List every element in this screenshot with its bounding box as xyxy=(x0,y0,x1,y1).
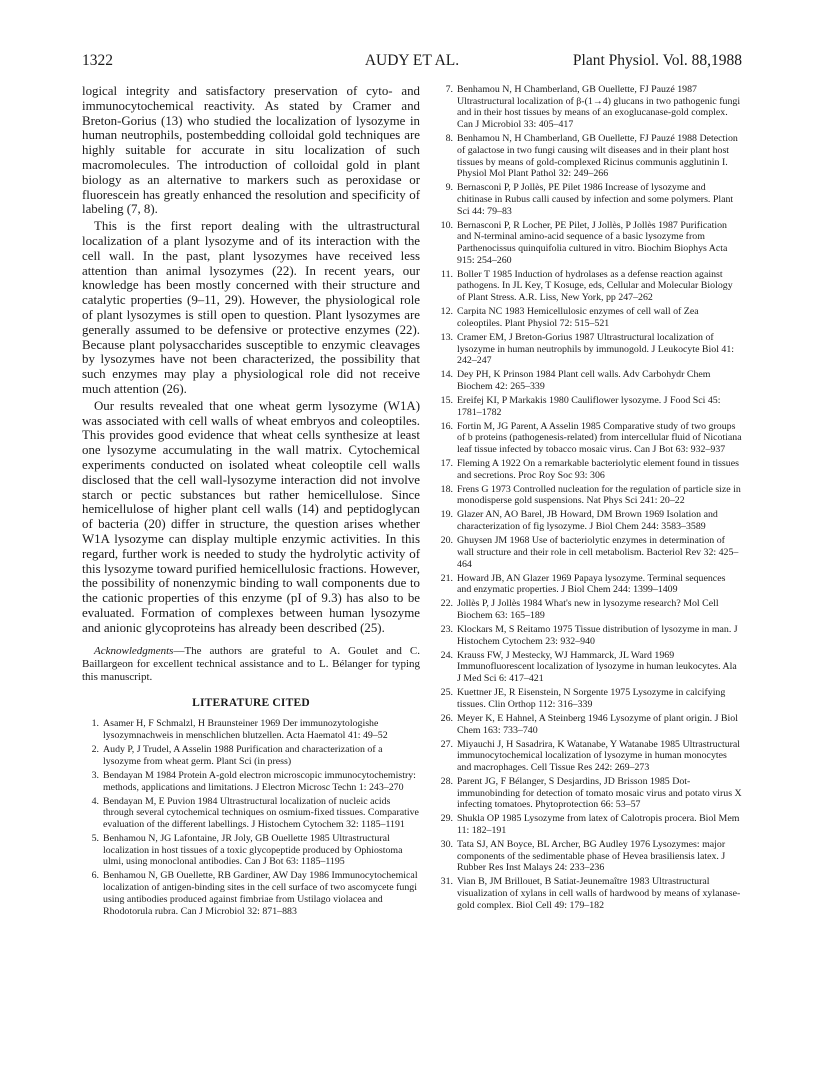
reference-number: 12. xyxy=(440,306,453,318)
reference-number: 13. xyxy=(440,331,453,343)
reference-number: 27. xyxy=(440,738,453,750)
page-number: 1322 xyxy=(82,52,113,69)
acknowledgments xyxy=(82,645,420,684)
reference-item xyxy=(436,509,742,532)
reference-number: 19. xyxy=(440,509,453,521)
reference-number: 6. xyxy=(91,870,99,882)
acknowledgments-text: —The authors are grateful to A. Goulet and C. Baillargeon for excellent technical assistance and to L. Bélanger for typing this manuscript. xyxy=(82,645,420,684)
reference-list-right xyxy=(436,84,742,912)
reference-text: Bendayan M, E Puvion 1984 Ultrastructural localization of nucleic acids through several cytochemical techniques on osmium-fixed tissues. Comparative evaluation of the different labellings. J Histochem Cytochem 32: 1185–1191 xyxy=(103,795,419,830)
reference-item xyxy=(82,870,420,917)
reference-item xyxy=(436,484,742,507)
journal-citation: Plant Physiol. Vol. 88,1988 xyxy=(572,52,742,69)
reference-text: Cramer EM, J Breton-Gorius 1987 Ultrastructural localization of lysozyme in human neutrophils by immunogold. J Leukocyte Biol 41: 242–247 xyxy=(457,331,735,367)
reference-number: 24. xyxy=(440,649,453,661)
reference-text: Dey PH, K Prinson 1984 Plant cell walls. Adv Carbohydr Chem Biochem 42: 265–339 xyxy=(457,369,711,392)
reference-item xyxy=(82,770,420,793)
reference-text: Asamer H, F Schmalzl, H Braunsteiner 1969 Der immunozytologishe lysozymnachweis in menschlichen blutzellen. Acta Haematol 41: 49–52 xyxy=(103,718,388,742)
reference-number: 22. xyxy=(440,598,453,610)
reference-number: 7. xyxy=(445,84,453,95)
right-column xyxy=(436,84,742,914)
reference-text: Ghuysen JM 1968 Use of bacteriolytic enzymes in determination of wall structure and their role in cell metabolism. Bacteriol Rev 32: 425–464 xyxy=(457,535,739,570)
reference-text: Klockars M, S Reitamo 1975 Tissue distribution of lysozyme in man. J Histochem Cytochem 23: 932–940 xyxy=(457,623,738,647)
reference-text: Kuettner JE, R Eisenstein, N Sorgente 1975 Lysozyme in calcifying tissues. Clin Orthop 112: 316–339 xyxy=(457,687,726,710)
reference-item xyxy=(436,713,742,736)
reference-text: Howard JB, AN Glazer 1969 Papaya lysozyme. Terminal sequences and enzymatic properties. J Biol Chem 244: 1399–1409 xyxy=(457,572,726,596)
reference-number: 11. xyxy=(441,268,453,280)
reference-text: Ereifej KI, P Markakis 1980 Cauliflower lysozyme. J Food Sci 45: 1781–1782 xyxy=(457,394,721,418)
reference-text: Glazer AN, AO Barel, JB Howard, DM Brown 1969 Isolation and characterization of fig lysozyme. J Biol Chem 244: 3583–3589 xyxy=(457,509,718,533)
reference-number: 14. xyxy=(440,369,453,381)
reference-item xyxy=(436,421,742,456)
reference-item xyxy=(436,395,742,418)
reference-text: Fortin M, JG Parent, A Asselin 1985 Comparative study of two groups of b proteins (pathogenesis-related) from intercellular fluid of Nicotiana leaf tissue infected by tobacco mosaic virus. Can J Bot 63: 932–937 xyxy=(457,420,742,456)
reference-text: Boller T 1985 Induction of hydrolases as a defense reaction against pathogens. In JL Key, T Kosuge, eds, Cellular and Molecular Biology of Plant Stress. A.R. Liss, New York, pp 247–262 xyxy=(457,268,733,304)
reference-text: Benhamou N, JG Lafontaine, JR Joly, GB Ouellette 1985 Ultrastructural localization in host tissues of a toxic glycopeptide produced by Ophiostoma ulmi, using monoclonal antibodies. Can J Bot 63: 1185–1195 xyxy=(103,833,403,868)
reference-list-left xyxy=(82,718,420,917)
reference-text: Benhamou N, H Chamberland, GB Ouellette, FJ Pauzé 1987 Ultrastructural localization of β-(1→4) glucans in two pathogenic fungi and in their host tissues by means of an exoglucanase-gold complex. Can J Microbiol 33: 405–417 xyxy=(457,84,741,131)
reference-text: Audy P, J Trudel, A Asselin 1988 Purification and characterization of a lysozyme from wheat germ. Plant Sci (in press) xyxy=(103,744,383,767)
reference-text: Parent JG, F Bélanger, S Desjardins, JD Brisson 1985 Dot-immunobinding for detection of tomato mosaic virus and potato virus X infecting tomatoes. Phytoprotection 66: 53–57 xyxy=(457,775,742,811)
reference-item xyxy=(436,535,742,570)
reference-number: 26. xyxy=(440,712,453,724)
reference-number: 29. xyxy=(440,813,453,825)
reference-number: 30. xyxy=(440,839,453,851)
reference-item xyxy=(82,796,420,831)
reference-item xyxy=(436,84,742,131)
reference-number: 15. xyxy=(440,394,453,406)
reference-text: Meyer K, E Hahnel, A Steinberg 1946 Lysozyme of plant origin. J Biol Chem 163: 733–740 xyxy=(457,712,738,736)
reference-text: Tata SJ, AN Boyce, BL Archer, BG Audley 1976 Lysozymes: major components of the sedimentable phase of Hevea brasiliensis latex. J Rubber Res Inst Malays 24: 233–236 xyxy=(457,839,726,874)
reference-text: Bernasconi P, P Jollès, PE Pilet 1986 Increase of lysozyme and chitinase in Rubus calli caused by infection and some polymers. Plant Sci 44: 79–83 xyxy=(457,182,734,217)
reference-number: 3. xyxy=(91,769,99,781)
literature-cited-heading: LITERATURE CITED xyxy=(192,697,310,710)
reference-item xyxy=(436,624,742,647)
reference-text: Shukla OP 1985 Lysozyme from latex of Calotropis procera. Biol Mem 11: 182–191 xyxy=(457,813,740,837)
reference-item xyxy=(436,650,742,685)
reference-number: 18. xyxy=(440,483,453,495)
reference-item xyxy=(436,739,742,774)
reference-item xyxy=(436,813,742,836)
reference-number: 28. xyxy=(440,775,453,787)
reference-text: Fleming A 1922 On a remarkable bacteriolytic element found in tissues and secretions. Proc Roy Soc 93: 306 xyxy=(457,458,739,481)
reference-item xyxy=(436,182,742,217)
reference-item xyxy=(436,369,742,392)
reference-item xyxy=(436,220,742,267)
reference-text: Benhamou N, GB Ouellette, RB Gardiner, AW Day 1986 Immunocytochemical localization of antigen-binding sites in the cell surface of two ascomycete fungi using antibodies produced against fimbriae from Ustilago violacea and Rhodotorula rubra. Can J Microbiol 32: 871–883 xyxy=(103,870,418,917)
reference-item xyxy=(436,458,742,481)
reference-item xyxy=(436,876,742,911)
acknowledgments-lead: Acknowledgments xyxy=(94,645,174,658)
reference-text: Bernasconi P, R Locher, PE Pilet, J Jollès, P Jollès 1987 Purification and N-terminal amino-acid sequence of a basic lysozyme from Parthenocissus quinquifolia cultured in vitro. Biochim Biophys Acta 915: 254–260 xyxy=(457,219,728,266)
reference-number: 5. xyxy=(91,833,99,844)
reference-number: 16. xyxy=(440,420,453,432)
reference-item xyxy=(436,598,742,621)
reference-number: 31. xyxy=(440,876,453,888)
reference-number: 1. xyxy=(91,718,99,730)
reference-number: 10. xyxy=(440,219,453,231)
reference-item xyxy=(82,718,420,741)
reference-text: Vian B, JM Brillouet, B Satiat-Jeunemaître 1983 Ultrastructural visualization of xylans in cell walls of hardwood by means of xylanase-gold complex. Biol Cell 49: 179–182 xyxy=(457,876,741,911)
reference-number: 9. xyxy=(445,182,453,194)
reference-text: Miyauchi J, H Sasadrira, K Watanabe, Y Watanabe 1985 Ultrastructural immunocytochemical localization of lysozyme in human monocytes and macrophages. Cell Tissue Res 242: 269–273 xyxy=(457,738,741,773)
reference-item xyxy=(436,687,742,710)
reference-number: 2. xyxy=(91,744,99,756)
reference-text: Carpita NC 1983 Hemicellulosic enzymes of cell wall of Zea coleoptiles. Plant Physiol 72: 515–521 xyxy=(457,306,699,329)
reference-text: Bendayan M 1984 Protein A-gold electron microscopic immunocytochemistry: methods, applications and limitations. J Electron Microsc Techn 1: 243–270 xyxy=(103,769,416,793)
reference-text: Krauss FW, J Mestecky, WJ Hammarck, JL Ward 1969 Immunofluorescent localization of lysozyme in human leukocytes. Ala J Med Sci 6: 417–421 xyxy=(457,649,737,685)
body-paragraph: Our results revealed that one wheat germ lysozyme (W1A) was associated with cell walls of wheat embryos and coleoptiles. This provides good evidence that wheat cells synthesize at least one lysozyme accumulating in the wall matrix. Cytochemical experiments conducted on isolated wheat coleoptile cell walls disclosed that the cell wall-lysozyme interaction did not involve starch or pectic substances but rather hemicellulose. Since hemicellulose of higher plant cell walls (14) and peptidoglycan of bacteria (20) differ in structure, the question arises whether W1A lysozyme can display multiple enzymic activities. In this regard, further work is needed to study the hydrolytic activity of this lysozyme toward purified hemicellulosic fractions. However, the possibility of nonenzymic binding to wall components due to the cationic properties of this enzyme (pI of 9.3) has also to be evaluated. Formation of complexes between human lysozyme and anionic glycoproteins has already been described (25). xyxy=(82,398,420,635)
running-header xyxy=(82,52,742,76)
reference-text: Benhamou N, H Chamberland, GB Ouellette, FJ Pauzé 1988 Detection of galactose in two fungi causing wilt diseases and in their plant host tissues by means of gold-complexed Ricinus communis agglutinin I. Physiol Mol Plant Pathol 32: 249–266 xyxy=(457,133,738,180)
reference-item xyxy=(436,839,742,874)
reference-number: 25. xyxy=(440,687,453,699)
reference-number: 20. xyxy=(440,535,453,547)
running-authors: AUDY ET AL. xyxy=(364,52,460,69)
left-column xyxy=(82,84,420,920)
reference-text: Frens G 1973 Controlled nucleation for the regulation of particle size in monodisperse gold suspensions. Nat Phys Sci 241: 20–22 xyxy=(457,483,741,507)
reference-item xyxy=(436,269,742,304)
body-paragraph: logical integrity and satisfactory preservation of cyto- and immunocytochemical reactivity. As stated by Cramer and Breton-Gorius (13) who studied the localization of lysozyme in human neutrophils, postembedding colloidal gold techniques are highly suitable for accurate in situ localization of such macromolecules. The introduction of colloidal gold in plant biology as an alternative to markers such as peroxidase or fluorescein has greatly enhanced the resolution and specificity of labeling (7, 8). xyxy=(82,84,420,217)
reference-item xyxy=(436,133,742,180)
reference-item xyxy=(436,776,742,811)
reference-number: 17. xyxy=(440,458,453,470)
reference-number: 21. xyxy=(440,572,453,584)
reference-item xyxy=(82,744,420,767)
reference-text: Jollès P, J Jollès 1984 What's new in lysozyme research? Mol Cell Biochem 63: 165–189 xyxy=(457,598,719,621)
reference-number: 4. xyxy=(91,795,99,807)
reference-item xyxy=(436,573,742,596)
reference-item xyxy=(82,833,420,868)
reference-item xyxy=(436,332,742,367)
body-paragraph: This is the first report dealing with the ultrastructural localization of a plant lysozyme and of its interaction with the cell wall. In the past, plant lysozymes have received less attention than animal lysozymes (22). In recent years, our knowledge has been mostly concerned with their structure and catalytic properties (9–11, 29). However, the physiological role of plant lysozymes is still open to question. Plant lysozymes are generally assumed to be defensive or protective enzymes (22). Because plant polysaccharides susceptible to enzymic cleavages by lysozymes have not been characterized, the possibility that such enzymes may play a physiological role did not receive much attention (26). xyxy=(82,219,420,396)
reference-number: 8. xyxy=(445,133,453,145)
reference-number: 23. xyxy=(440,623,453,635)
reference-item xyxy=(436,306,742,329)
